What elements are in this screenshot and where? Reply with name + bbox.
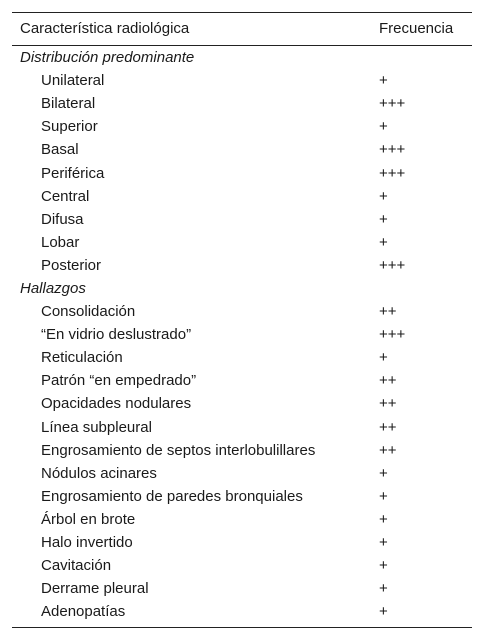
frequency-cell: + (379, 72, 388, 90)
table-row (12, 185, 472, 208)
table-row (12, 231, 472, 254)
group-row (12, 46, 472, 70)
header-feature: Característica radiológica (12, 13, 379, 46)
frequency-cell: ++ (379, 395, 397, 413)
header-row (12, 13, 472, 46)
table-header (12, 13, 472, 46)
feature-cell: Difusa (41, 210, 84, 228)
feature-cell: Lobar (41, 233, 80, 251)
frequency-cell: + (379, 600, 472, 628)
frequency-cell: +++ (379, 326, 406, 344)
feature-cell: Basal (41, 141, 79, 159)
table-row (12, 392, 472, 415)
table-row (12, 92, 472, 115)
feature-cell: Posterior (41, 256, 102, 274)
frequency-cell: +++ (379, 256, 406, 274)
feature-cell: Consolidación (41, 303, 136, 321)
feature-cell: Unilateral (41, 72, 105, 90)
feature-cell: Engrosamiento de septos interlobulillares (41, 441, 316, 459)
table-body (12, 46, 472, 628)
feature-cell: Adenopatías (12, 600, 379, 628)
table-row (12, 254, 472, 277)
table-row (12, 161, 472, 184)
frequency-cell: + (379, 210, 388, 228)
frequency-cell: + (379, 534, 388, 552)
table-row (12, 346, 472, 369)
group-title: Hallazgos (20, 279, 86, 297)
frequency-cell: + (379, 510, 388, 528)
feature-cell: Engrosamiento de paredes bronquiales (41, 487, 303, 505)
table-row (12, 485, 472, 508)
radiology-table-container (12, 12, 472, 628)
table-row (12, 462, 472, 485)
table-row (12, 138, 472, 161)
frequency-cell: ++ (379, 418, 397, 436)
frequency-cell: ++ (379, 303, 397, 321)
frequency-cell: + (379, 557, 388, 575)
table-row (12, 69, 472, 92)
feature-cell: Reticulación (41, 349, 123, 367)
feature-cell: “En vidrio deslustrado” (41, 326, 192, 344)
table-row (12, 300, 472, 323)
header-frequency: Frecuencia (379, 13, 472, 46)
table-row (12, 577, 472, 600)
radiology-features-table (12, 12, 472, 628)
table-row (12, 531, 472, 554)
frequency-cell: + (379, 349, 388, 367)
table-row (12, 508, 472, 531)
table-row (12, 600, 472, 628)
frequency-cell: + (379, 233, 388, 251)
feature-cell: Línea subpleural (41, 418, 152, 436)
feature-cell: Patrón “en empedrado” (41, 372, 197, 390)
frequency-cell: + (379, 464, 388, 482)
table-row (12, 439, 472, 462)
frequency-cell: +++ (379, 164, 406, 182)
group-row (12, 277, 472, 300)
table-row (12, 554, 472, 577)
frequency-cell: ++ (379, 441, 397, 459)
table-row (12, 115, 472, 138)
frequency-cell: + (379, 580, 388, 598)
feature-cell: Nódulos acinares (41, 464, 157, 482)
feature-cell: Bilateral (41, 95, 96, 113)
table-row (12, 323, 472, 346)
feature-cell: Central (41, 187, 90, 205)
frequency-cell: ++ (379, 372, 397, 390)
feature-cell: Opacidades nodulares (41, 395, 192, 413)
frequency-cell: + (379, 487, 388, 505)
feature-cell: Derrame pleural (41, 580, 149, 598)
frequency-cell: +++ (379, 95, 406, 113)
feature-cell: Periférica (41, 164, 105, 182)
feature-cell: Árbol en brote (41, 510, 136, 528)
feature-cell: Cavitación (41, 557, 112, 575)
frequency-cell: + (379, 187, 388, 205)
feature-cell: Halo invertido (41, 534, 133, 552)
feature-cell: Superior (41, 118, 98, 136)
table-row (12, 416, 472, 439)
table-row (12, 208, 472, 231)
group-title: Distribución predominante (20, 49, 195, 67)
frequency-cell: +++ (379, 141, 406, 159)
table-row (12, 369, 472, 392)
frequency-cell: + (379, 118, 388, 136)
